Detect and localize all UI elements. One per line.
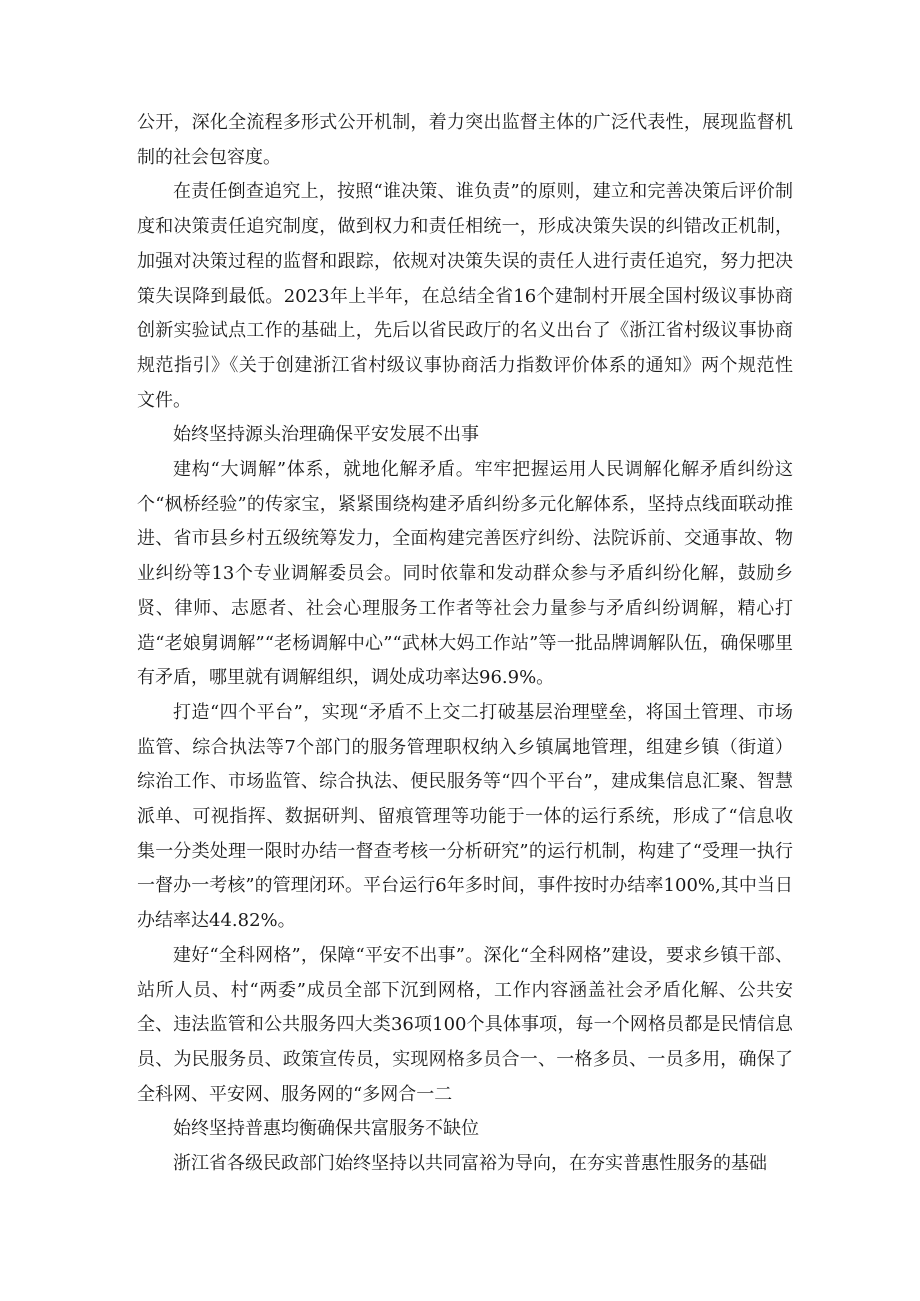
document-page [137, 106, 793, 1182]
paragraph-common-prosperity: 浙江省各级民政部门始终坚持以共同富裕为导向，在夯实普惠性服务的基础 [173, 1153, 767, 1175]
paragraph-accountability: 在责任倒查追究上，按照“谁决策、谁负责”的原则，建立和完善决策后评价制度和决策责任追究制度，做到权力和责任相统一，形成决策失误的纠错改正机制，加强对决策过程的监督和跟踪，依规对决策失误的责任人进行责任追究，努力把决策失误降到最低。2023年上半年，在总结全省16个建制村开展全国村级议事协商创新实验试点工作的基础上，先后以省民政厅的名义出台了《浙江省村级议事协商规范指引》《关于创建浙江省村级议事协商活力指数评价体系的通知》两个规范性文件。 [137, 181, 793, 411]
paragraph-four-platforms: 打造“四个平台”，实现“矛盾不上交二打破基层治理壁垒，将国土管理、市场监管、综合执法等7个部门的服务管理职权纳入乡镇属地管理，组建乡镇（街道）综治工作、市场监管、综合执法、便民服务等“四个平台”，建成集信息汇聚、智慧派单、可视指挥、数据研判、留痕管理等功能于一体的运行系统，形成了“信息收集一分类处理一限时办结一督查考核一分析研究”的运行机制，构建了“受理一执行一督办一考核”的管理闭环。平台运行6年多时间，事件按时办结率100%,其中当日办结率达44.82%。 [137, 701, 793, 932]
paragraph-grand-mediation: 建构“大调解”体系，就地化解矛盾。牢牢把握运用人民调解化解矛盾纠纷这个“枫桥经验”的传家宝，紧紧围绕构建矛盾纠纷多元化解体系，坚持点线面联动推进、省市县乡村五级统筹发力，全面构建完善医疗纠纷、法院诉前、交通事故、物业纠纷等13个专业调解委员会。同时依靠和发动群众参与矛盾纠纷化解，鼓励乡贤、律师、志愿者、社会心理服务工作者等社会力量参与矛盾纠纷调解，精心打造“老娘舅调解”“老杨调解中心”“武林大妈工作站”等一批品牌调解队伍，确保哪里有矛盾，哪里就有调解组织，调处成功率达96.9%。 [137, 459, 793, 689]
section-heading-source-governance: 始终坚持源头治理确保平安发展不出事 [173, 424, 479, 446]
paragraph-full-grid: 建好“全科网格”，保障“平安不出事”。深化“全科网格”建设，要求乡镇干部、站所人员、村“两委”成员全部下沉到网格，工作内容涵盖社会矛盾化解、公共安全、违法监管和公共服务四大类36项100个具体事项，每一个网格员都是民情信息员、为民服务员、政策宣传员，实现网格多员合一、一格多员、一员多用，确保了全科网、平安网、服务网的“多网合一二 [137, 944, 793, 1105]
section-heading-inclusive-services: 始终坚持普惠均衡确保共富服务不缺位 [173, 1118, 479, 1140]
paragraph-supervision-openness: 公开，深化全流程多形式公开机制，着力突出监督主体的广泛代表性，展现监督机制的社会包容度。 [137, 112, 793, 168]
